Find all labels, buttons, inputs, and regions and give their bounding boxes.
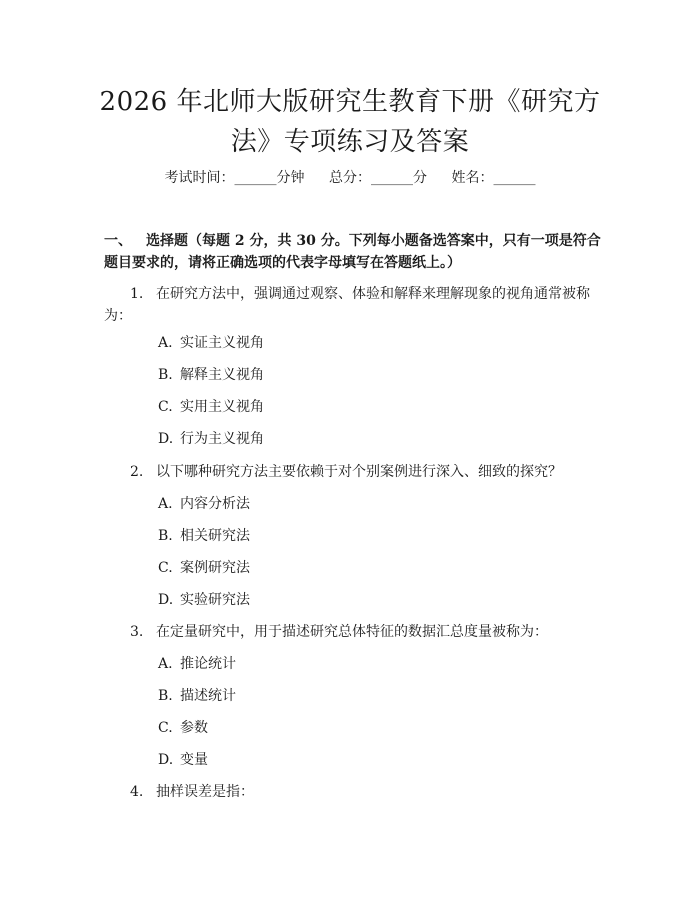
question-3-option-a [158, 654, 236, 674]
question-1-stem [104, 283, 604, 327]
question-text: 在定量研究中，用于描述研究总体特征的数据汇总度量被称为： [156, 624, 548, 640]
question-1-option-a [158, 333, 264, 353]
option-text: 参数 [180, 720, 208, 736]
question-3-option-b [158, 686, 236, 706]
section-number: 一、 [104, 233, 132, 249]
total-score-blank: ______分 [371, 170, 427, 186]
option-text: 实用主义视角 [180, 399, 264, 415]
option-text: 案例研究法 [180, 560, 250, 576]
question-text: 在研究方法中，强调通过观察、体验和解释来理解现象的视角通常被称为： [104, 286, 590, 324]
option-text: 实证主义视角 [180, 335, 264, 351]
question-3-option-d [158, 750, 208, 770]
question-3-stem [104, 621, 604, 643]
document-title-line-2: 法》专项练习及答案 [230, 127, 470, 157]
option-letter: C. [158, 399, 173, 415]
exam-time-field [165, 168, 305, 188]
option-text: 描述统计 [180, 688, 236, 704]
option-text: 行为主义视角 [180, 431, 264, 447]
student-name-field [451, 168, 535, 188]
option-text: 相关研究法 [180, 528, 250, 544]
question-4-stem [104, 781, 604, 803]
question-text: 抽样误差是指： [156, 784, 254, 800]
exam-info-line [0, 168, 700, 188]
total-score-field [329, 168, 427, 188]
option-letter: A. [158, 496, 173, 512]
question-number: 2. [130, 464, 144, 480]
question-2-option-c [158, 558, 250, 578]
section-instructions: 选择题（每题 2 分，共 30 分。下列每小题备选答案中，只有一项是符合题目要求的，请将正确选项的代表字母填写在答题纸上。） [104, 233, 601, 271]
option-letter: D. [158, 752, 174, 768]
option-text: 推论统计 [180, 656, 236, 672]
total-score-label: 总分： [329, 170, 371, 186]
question-2-stem [104, 461, 604, 483]
option-letter: A. [158, 335, 173, 351]
question-number: 3. [130, 624, 144, 640]
question-2-option-b [158, 526, 250, 546]
option-text: 实验研究法 [180, 592, 250, 608]
option-text: 解释主义视角 [180, 367, 264, 383]
option-letter: A. [158, 656, 173, 672]
question-number: 4. [130, 784, 144, 800]
question-1-option-c [158, 397, 264, 417]
student-name-blank: ______ [493, 170, 536, 186]
question-3-option-c [158, 718, 208, 738]
student-name-label: 姓名： [451, 170, 494, 186]
option-text: 内容分析法 [180, 496, 250, 512]
document-title-line-1: 2026 年北师大版研究生教育下册《研究方 [99, 87, 601, 117]
option-letter: C. [158, 560, 173, 576]
option-letter: B. [158, 688, 173, 704]
option-letter: B. [158, 367, 173, 383]
option-letter: D. [158, 431, 174, 447]
question-text: 以下哪种研究方法主要依赖于对个别案例进行深入、细致的探究？ [156, 464, 562, 480]
question-number: 1. [130, 286, 144, 302]
option-letter: C. [158, 720, 173, 736]
section-heading [104, 230, 604, 274]
exam-time-blank: ______分钟 [234, 170, 305, 186]
question-2-option-d [158, 590, 250, 610]
option-letter: B. [158, 528, 173, 544]
exam-time-label: 考试时间： [164, 170, 235, 186]
question-2-option-a [158, 494, 250, 514]
option-letter: D. [158, 592, 174, 608]
option-text: 变量 [180, 752, 208, 768]
question-1-option-d [158, 429, 264, 449]
question-1-option-b [158, 365, 264, 385]
